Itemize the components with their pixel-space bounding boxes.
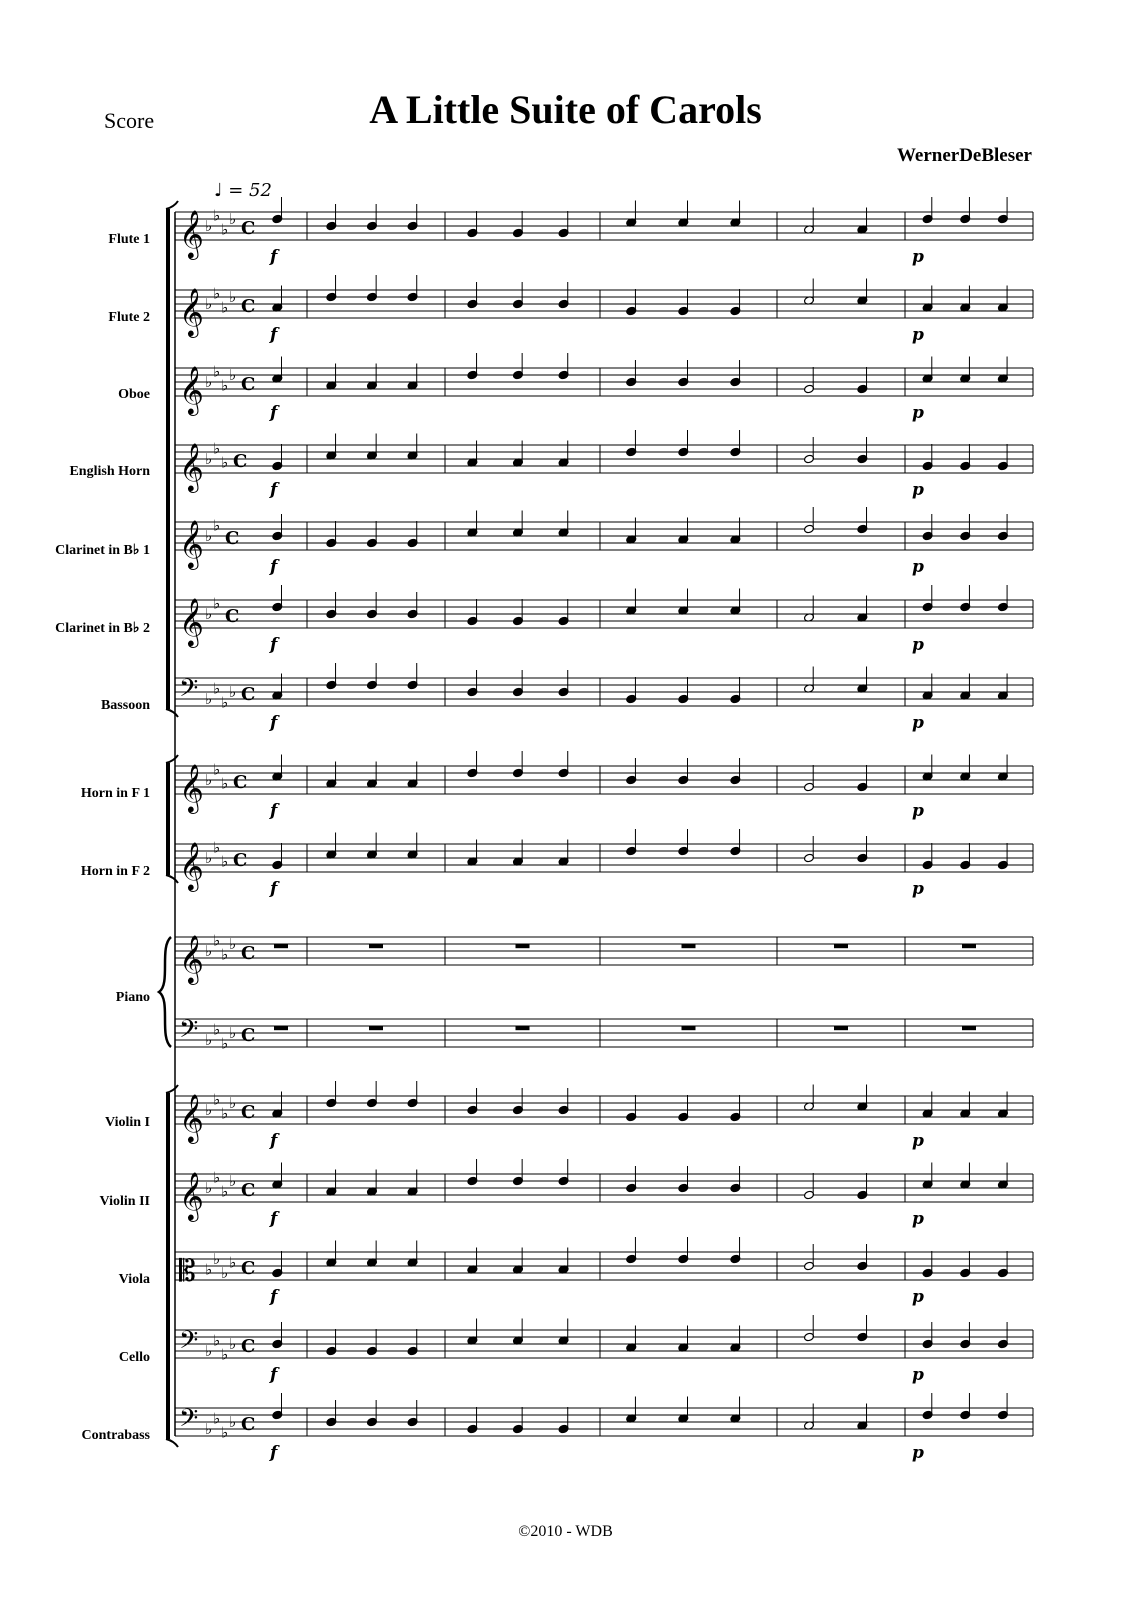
key-flat: ♭ xyxy=(221,376,229,395)
key-flat: ♭ xyxy=(213,1331,221,1350)
dynamic-piano: p xyxy=(912,1287,924,1307)
instrument-name: Flute 1 xyxy=(108,232,150,247)
key-flat: ♭ xyxy=(205,1179,213,1197)
dynamic-forte: f xyxy=(270,247,278,267)
key-flat: ♭ xyxy=(205,450,213,468)
key-flat: ♭ xyxy=(221,774,229,793)
key-flat: ♭ xyxy=(213,439,221,458)
treble-clef: 𝄞 xyxy=(179,365,204,414)
time-signature: C xyxy=(225,528,240,549)
dynamic-forte: f xyxy=(270,713,278,733)
tempo-marking: ♩ = 52 xyxy=(214,180,272,201)
time-signature: C xyxy=(241,1102,256,1123)
key-flat: ♭ xyxy=(205,295,213,313)
horn-bracket-hook xyxy=(166,875,178,883)
whole-rest xyxy=(369,944,383,948)
instrument-name: Viola xyxy=(118,1272,150,1287)
key-flat: ♭ xyxy=(221,1182,229,1201)
key-flat: ♭ xyxy=(205,527,213,545)
whole-rest xyxy=(369,1026,383,1030)
treble-clef: 𝄞 xyxy=(179,519,204,568)
treble-clef: 𝄞 xyxy=(179,1093,204,1142)
treble-clef: 𝄞 xyxy=(179,209,204,258)
score-label: Score xyxy=(104,108,155,133)
key-flat: ♭ xyxy=(229,1335,237,1353)
dynamic-piano: p xyxy=(912,1443,924,1463)
instrument-name: Horn in F 1 xyxy=(80,786,150,801)
time-signature: C xyxy=(241,1258,256,1279)
dynamic-piano: p xyxy=(912,635,924,655)
key-flat: ♭ xyxy=(221,1264,229,1282)
time-signature: C xyxy=(241,374,256,395)
key-flat: ♭ xyxy=(205,771,213,789)
dynamic-piano: p xyxy=(912,325,924,345)
time-signature: C xyxy=(241,218,256,239)
whole-rest xyxy=(516,1026,530,1030)
whole-rest xyxy=(516,944,530,948)
instrument-name: Oboe xyxy=(118,387,150,402)
dynamic-piano: p xyxy=(912,480,924,500)
key-flat: ♭ xyxy=(213,760,221,779)
dynamic-forte: f xyxy=(270,879,278,899)
dynamic-piano: p xyxy=(912,557,924,577)
dynamic-forte: f xyxy=(270,801,278,821)
key-flat: ♭ xyxy=(229,210,237,228)
instrument-name: Cello xyxy=(118,1350,150,1365)
key-flat: ♭ xyxy=(229,1413,237,1431)
time-signature: C xyxy=(241,1414,256,1435)
key-flat: ♭ xyxy=(221,852,229,871)
key-flat: ♭ xyxy=(229,1172,237,1190)
key-flat: ♭ xyxy=(213,1250,221,1268)
woodwind-bracket xyxy=(166,209,170,709)
alto-clef: 𝄡 xyxy=(179,1254,196,1289)
dynamic-piano: p xyxy=(912,1131,924,1151)
key-flat: ♭ xyxy=(205,373,213,391)
treble-clef: 𝄞 xyxy=(179,763,204,812)
strings-bracket xyxy=(166,1093,170,1439)
dynamic-forte: f xyxy=(270,1209,278,1229)
instrument-name: Violin I xyxy=(105,1115,150,1130)
time-signature: C xyxy=(241,1336,256,1357)
key-flat: ♭ xyxy=(213,594,221,613)
dynamic-forte: f xyxy=(270,1365,278,1385)
instrument-name: Horn in F 2 xyxy=(80,864,150,879)
key-flat: ♭ xyxy=(213,516,221,535)
dynamic-piano: p xyxy=(912,247,924,267)
bass-clef: 𝄢 xyxy=(179,1404,199,1439)
time-signature: C xyxy=(241,1180,256,1201)
key-flat: ♭ xyxy=(229,683,237,701)
key-flat: ♭ xyxy=(229,1024,237,1042)
whole-rest xyxy=(834,944,848,948)
treble-clef: 𝄞 xyxy=(179,287,204,336)
key-flat: ♭ xyxy=(205,1031,213,1049)
time-signature: C xyxy=(233,451,248,472)
key-flat: ♭ xyxy=(205,690,213,708)
time-signature: C xyxy=(225,606,240,627)
instrument-name: English Horn xyxy=(69,464,150,479)
key-flat: ♭ xyxy=(213,206,221,225)
woodwind-bracket-hook xyxy=(166,201,178,209)
key-flat: ♭ xyxy=(213,1168,221,1187)
bass-clef: 𝄢 xyxy=(179,1015,199,1050)
instrument-name: Violin II xyxy=(99,1194,150,1209)
key-flat: ♭ xyxy=(229,1253,237,1272)
treble-clef: 𝄞 xyxy=(179,597,204,646)
dynamic-piano: p xyxy=(912,879,924,899)
dynamic-forte: f xyxy=(270,403,278,423)
strings-bracket-hook xyxy=(166,1085,178,1093)
instrument-name: Flute 2 xyxy=(108,310,150,325)
horn-bracket-hook xyxy=(166,755,178,763)
page-title: A Little Suite of Carols xyxy=(369,87,762,132)
key-flat: ♭ xyxy=(213,1409,221,1428)
key-flat: ♭ xyxy=(229,288,237,306)
instrument-name: Clarinet in B♭ 1 xyxy=(55,543,150,558)
bass-clef: 𝄢 xyxy=(179,1326,199,1361)
key-flat: ♭ xyxy=(205,1342,213,1360)
key-flat: ♭ xyxy=(221,220,229,239)
key-flat: ♭ xyxy=(221,1345,229,1364)
key-flat: ♭ xyxy=(221,298,229,317)
dynamic-forte: f xyxy=(270,1443,278,1463)
key-flat: ♭ xyxy=(205,1420,213,1438)
instrument-name: Contrabass xyxy=(81,1428,150,1443)
dynamic-forte: f xyxy=(270,1131,278,1151)
key-flat: ♭ xyxy=(221,1034,229,1053)
whole-rest xyxy=(682,1026,696,1030)
key-flat: ♭ xyxy=(205,849,213,867)
key-flat: ♭ xyxy=(213,284,221,303)
instrument-name: Clarinet in B♭ 2 xyxy=(55,621,150,636)
time-signature: C xyxy=(241,943,256,964)
dynamic-forte: f xyxy=(270,325,278,345)
composer-name: WernerDeBleser xyxy=(896,145,1032,166)
whole-rest xyxy=(962,944,976,948)
treble-clef: 𝄞 xyxy=(179,442,204,491)
treble-clef: 𝄞 xyxy=(179,1171,204,1220)
key-flat: ♭ xyxy=(213,679,221,698)
copyright-notice: ©2010 - WDB xyxy=(518,1523,613,1540)
whole-rest xyxy=(682,944,696,948)
key-flat: ♭ xyxy=(229,366,237,384)
key-flat: ♭ xyxy=(229,935,237,953)
instrument-name: Bassoon xyxy=(100,698,150,713)
time-signature: C xyxy=(241,684,256,705)
key-flat: ♭ xyxy=(213,362,221,381)
dynamic-piano: p xyxy=(912,1209,924,1229)
key-flat: ♭ xyxy=(213,931,221,950)
key-flat: ♭ xyxy=(221,945,229,964)
whole-rest xyxy=(834,1026,848,1030)
time-signature: C xyxy=(241,296,256,317)
whole-rest xyxy=(962,1026,976,1030)
key-flat: ♭ xyxy=(205,1260,213,1279)
key-flat: ♭ xyxy=(221,1423,229,1442)
key-flat: ♭ xyxy=(205,942,213,960)
instrument-name: Piano xyxy=(115,990,150,1005)
dynamic-piano: p xyxy=(912,403,924,423)
time-signature: C xyxy=(241,1025,256,1046)
whole-rest xyxy=(274,1026,288,1030)
key-flat: ♭ xyxy=(221,453,229,472)
key-flat: ♭ xyxy=(213,1090,221,1109)
dynamic-piano: p xyxy=(912,801,924,821)
dynamic-piano: p xyxy=(912,1365,924,1385)
dynamic-forte: f xyxy=(270,480,278,500)
treble-clef: 𝄞 xyxy=(179,841,204,890)
dynamic-forte: f xyxy=(270,557,278,577)
key-flat: ♭ xyxy=(221,693,229,712)
dynamic-forte: f xyxy=(270,1287,278,1307)
horn-bracket xyxy=(166,763,170,875)
whole-rest xyxy=(274,944,288,948)
key-flat: ♭ xyxy=(229,1094,237,1112)
bass-clef: 𝄢 xyxy=(179,674,199,709)
strings-bracket-hook xyxy=(166,1439,178,1447)
dynamic-piano: p xyxy=(912,713,924,733)
key-flat: ♭ xyxy=(205,605,213,623)
dynamic-forte: f xyxy=(270,635,278,655)
time-signature: C xyxy=(233,850,248,871)
key-flat: ♭ xyxy=(221,1104,229,1123)
key-flat: ♭ xyxy=(205,1101,213,1119)
treble-clef: 𝄞 xyxy=(179,934,204,983)
time-signature: C xyxy=(233,772,248,793)
key-flat: ♭ xyxy=(205,217,213,235)
woodwind-bracket-hook xyxy=(166,709,178,717)
key-flat: ♭ xyxy=(213,1020,221,1039)
key-flat: ♭ xyxy=(213,838,221,857)
piano-brace xyxy=(159,937,171,1047)
